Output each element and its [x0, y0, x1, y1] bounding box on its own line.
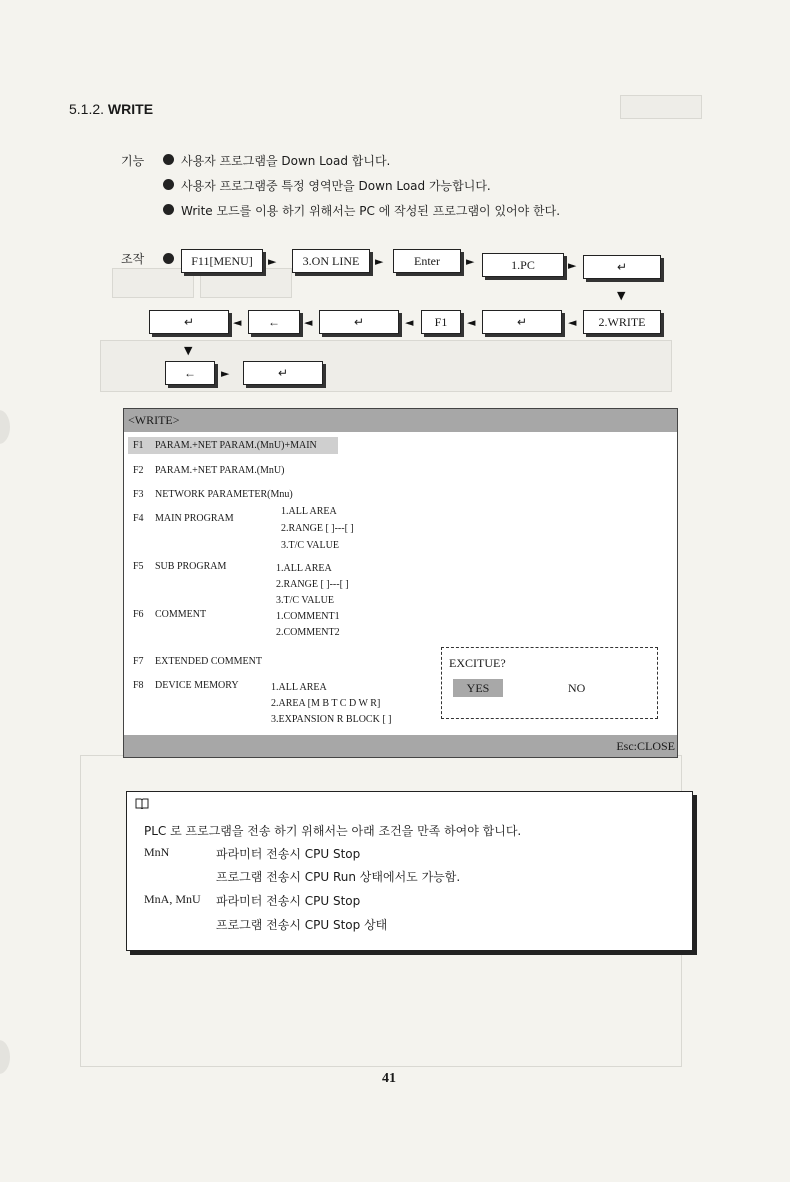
write-dialog — [123, 408, 678, 758]
section-heading — [69, 101, 153, 117]
item-f6-label[interactable]: COMMENT — [155, 609, 207, 620]
bullet-icon — [163, 179, 174, 190]
item-f3-label[interactable]: NETWORK PARAMETER(Mnu) — [155, 489, 293, 500]
key-f1[interactable]: F1 — [421, 310, 461, 334]
confirm-question: EXCITUE? — [449, 656, 506, 670]
arrow-right-icon: ► — [268, 255, 277, 268]
function-item: 사용자 프로그램중 특정 영역만을 Down Load 가능합니다. — [181, 179, 491, 193]
key-return[interactable]: ↵ — [319, 310, 399, 334]
f5-option[interactable]: 1.ALL AREA — [276, 563, 332, 574]
item-f1-label[interactable]: PARAM.+NET PARAM.(MnU)+MAIN — [155, 440, 317, 451]
f4-option[interactable]: 1.ALL AREA — [281, 506, 337, 517]
binder-hole — [0, 410, 10, 444]
arrow-left-icon: ◄ — [568, 316, 577, 329]
key-left-arrow[interactable]: ← — [248, 310, 300, 334]
confirm-dialog — [441, 647, 658, 719]
note-text: 파라미터 전송시 CPU Stop — [216, 894, 361, 908]
no-button[interactable]: NO — [568, 681, 586, 695]
item-f2-label[interactable]: PARAM.+NET PARAM.(MnU) — [155, 465, 285, 476]
page-number: 41 — [382, 1071, 396, 1086]
item-f5-label[interactable]: SUB PROGRAM — [155, 561, 227, 572]
f5-option[interactable]: 2.RANGE [ ]---[ ] — [276, 579, 349, 590]
f8-option[interactable]: 3.EXPANSION R BLOCK [ ] — [271, 714, 392, 725]
f8-option[interactable]: 1.ALL AREA — [271, 682, 327, 693]
item-f2-key[interactable]: F2 — [133, 465, 144, 476]
item-f5-key[interactable]: F5 — [133, 561, 144, 572]
arrow-right-icon: ► — [375, 255, 384, 268]
item-f4-label[interactable]: MAIN PROGRAM — [155, 513, 234, 524]
f6-option[interactable]: 2.COMMENT2 — [276, 627, 340, 638]
note-text: 프로그램 전송시 CPU Stop 상태 — [216, 918, 388, 932]
item-f6-key[interactable]: F6 — [133, 609, 144, 620]
f4-option[interactable]: 3.T/C VALUE — [281, 540, 339, 551]
f4-option[interactable]: 2.RANGE [ ]---[ ] — [281, 523, 354, 534]
key-write[interactable]: 2.WRITE — [583, 310, 661, 334]
bullet-icon — [163, 154, 174, 165]
arrow-down-icon: ▼ — [184, 344, 193, 357]
item-f7-label[interactable]: EXTENDED COMMENT — [155, 656, 262, 667]
key-return[interactable]: ↵ — [583, 255, 661, 279]
function-item: Write 모드를 이용 하기 위해서는 PC 에 작성된 프로그램이 있어야 한다. — [181, 204, 561, 218]
function-item: 사용자 프로그램을 Down Load 합니다. — [181, 154, 391, 168]
bullet-icon — [163, 204, 174, 215]
operation-label: 조작 — [121, 252, 145, 266]
section-number: 5.1.2. — [69, 101, 105, 117]
item-f8-key[interactable]: F8 — [133, 680, 144, 691]
section-title: WRITE — [107, 101, 154, 117]
key-left-arrow[interactable]: ← — [165, 361, 215, 385]
key-return[interactable]: ↵ — [482, 310, 562, 334]
key-return[interactable]: ↵ — [243, 361, 323, 385]
key-f11-menu[interactable]: F11[MENU] — [181, 249, 263, 273]
yes-button[interactable]: YES — [453, 679, 503, 697]
item-f3-key[interactable]: F3 — [133, 489, 144, 500]
binder-hole — [0, 1040, 10, 1074]
arrow-left-icon: ◄ — [304, 316, 313, 329]
arrow-right-icon: ► — [568, 259, 577, 272]
dialog-title: <WRITE> — [124, 409, 677, 432]
note-type: MnA, MnU — [144, 892, 201, 906]
note-intro: PLC 로 프로그램을 전송 하기 위해서는 아래 조건을 만족 하여야 합니다. — [144, 824, 522, 838]
item-f1-key[interactable]: F1 — [133, 440, 144, 451]
item-f8-label[interactable]: DEVICE MEMORY — [155, 680, 239, 691]
note-box — [126, 791, 693, 951]
key-online[interactable]: 3.ON LINE — [292, 249, 370, 273]
arrow-left-icon: ◄ — [467, 316, 476, 329]
arrow-left-icon: ◄ — [405, 316, 414, 329]
arrow-right-icon: ► — [221, 367, 230, 380]
book-icon — [135, 797, 149, 809]
background-shape — [620, 95, 702, 119]
dialog-footer[interactable]: Esc:CLOSE — [124, 735, 677, 757]
f5-option[interactable]: 3.T/C VALUE — [276, 595, 334, 606]
function-label: 기능 — [121, 154, 145, 168]
key-return[interactable]: ↵ — [149, 310, 229, 334]
note-text: 프로그램 전송시 CPU Run 상태에서도 가능함. — [216, 870, 461, 884]
arrow-right-icon: ► — [466, 255, 475, 268]
note-text: 파라미터 전송시 CPU Stop — [216, 847, 361, 861]
f8-option[interactable]: 2.AREA [M B T C D W R] — [271, 698, 381, 709]
item-f4-key[interactable]: F4 — [133, 513, 144, 524]
item-f7-key[interactable]: F7 — [133, 656, 144, 667]
key-pc[interactable]: 1.PC — [482, 253, 564, 277]
key-enter[interactable]: Enter — [393, 249, 461, 273]
arrow-down-icon: ▼ — [617, 289, 626, 302]
note-type: MnN — [144, 845, 170, 859]
arrow-left-icon: ◄ — [233, 316, 242, 329]
f6-option[interactable]: 1.COMMENT1 — [276, 611, 340, 622]
bullet-icon — [163, 253, 174, 264]
